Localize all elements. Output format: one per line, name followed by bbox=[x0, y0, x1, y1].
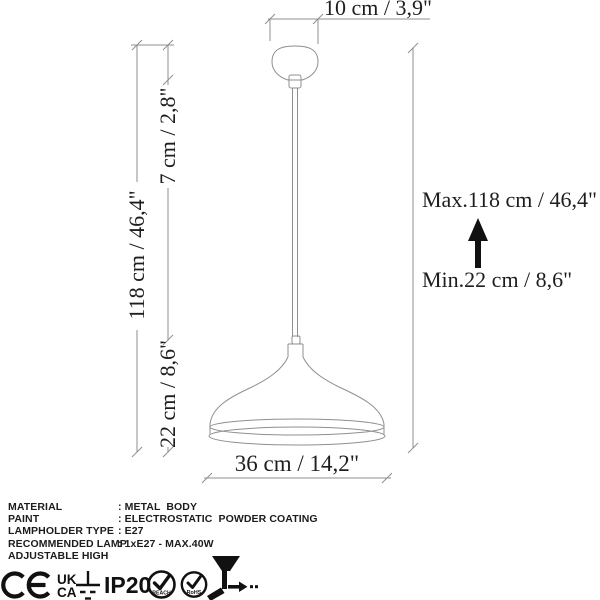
ip-rating-label: IP20 bbox=[104, 572, 152, 598]
spec-value: : E27 bbox=[118, 525, 144, 538]
ukca-icon bbox=[57, 572, 77, 600]
spec-label: RECOMMENDED LAMP bbox=[8, 537, 127, 550]
spec-row-paint bbox=[8, 513, 318, 525]
spec-row-material bbox=[8, 501, 318, 513]
shade-height-label: 22 cm / 8,6" bbox=[155, 340, 180, 448]
min-drop-label: Min.22 cm / 8,6" bbox=[422, 267, 573, 292]
certification-icons bbox=[0, 550, 280, 600]
adjustable-lamp-icon bbox=[207, 556, 258, 600]
svg-text:CA: CA bbox=[57, 585, 77, 600]
lamp-shade bbox=[209, 336, 385, 445]
svg-text:RoHS: RoHS bbox=[186, 590, 202, 596]
spec-value: : METAL BODY bbox=[118, 501, 198, 513]
rohs-badge-icon bbox=[182, 572, 206, 596]
spec-row-recommended-lamp bbox=[8, 538, 318, 550]
spec-value: : 1xE27 - MAX.40W bbox=[118, 537, 214, 550]
canopy-width-label: 10 cm / 3,9" bbox=[324, 0, 432, 20]
reach-badge-icon bbox=[149, 572, 175, 598]
shade-diameter-label: 36 cm / 14,2" bbox=[234, 451, 360, 476]
spec-label: MATERIAL bbox=[8, 501, 63, 513]
max-drop-label: Max.118 cm / 46,4" bbox=[422, 187, 597, 212]
svg-text:REACH: REACH bbox=[152, 590, 171, 597]
earth-ground-icon bbox=[76, 571, 100, 599]
canopy-height-label: 7 cm / 2,8" bbox=[155, 87, 180, 185]
total-height-label: 118 cm / 46,4" bbox=[124, 190, 149, 320]
spec-label: ADJUSTABLE HIGH bbox=[8, 549, 109, 562]
spec-label: LAMPHOLDER TYPE bbox=[8, 525, 114, 538]
ce-mark-icon bbox=[3, 574, 48, 597]
spec-row-lampholder bbox=[8, 525, 318, 537]
spec-label: PAINT bbox=[8, 513, 40, 526]
up-arrow-icon bbox=[468, 218, 488, 268]
spec-value: : ELECTROSTATIC POWDER COATING bbox=[118, 513, 318, 526]
svg-text:UK: UK bbox=[57, 572, 77, 587]
right-dimension bbox=[408, 43, 418, 453]
hanging-cable bbox=[293, 88, 298, 337]
ceiling-canopy bbox=[272, 46, 318, 88]
